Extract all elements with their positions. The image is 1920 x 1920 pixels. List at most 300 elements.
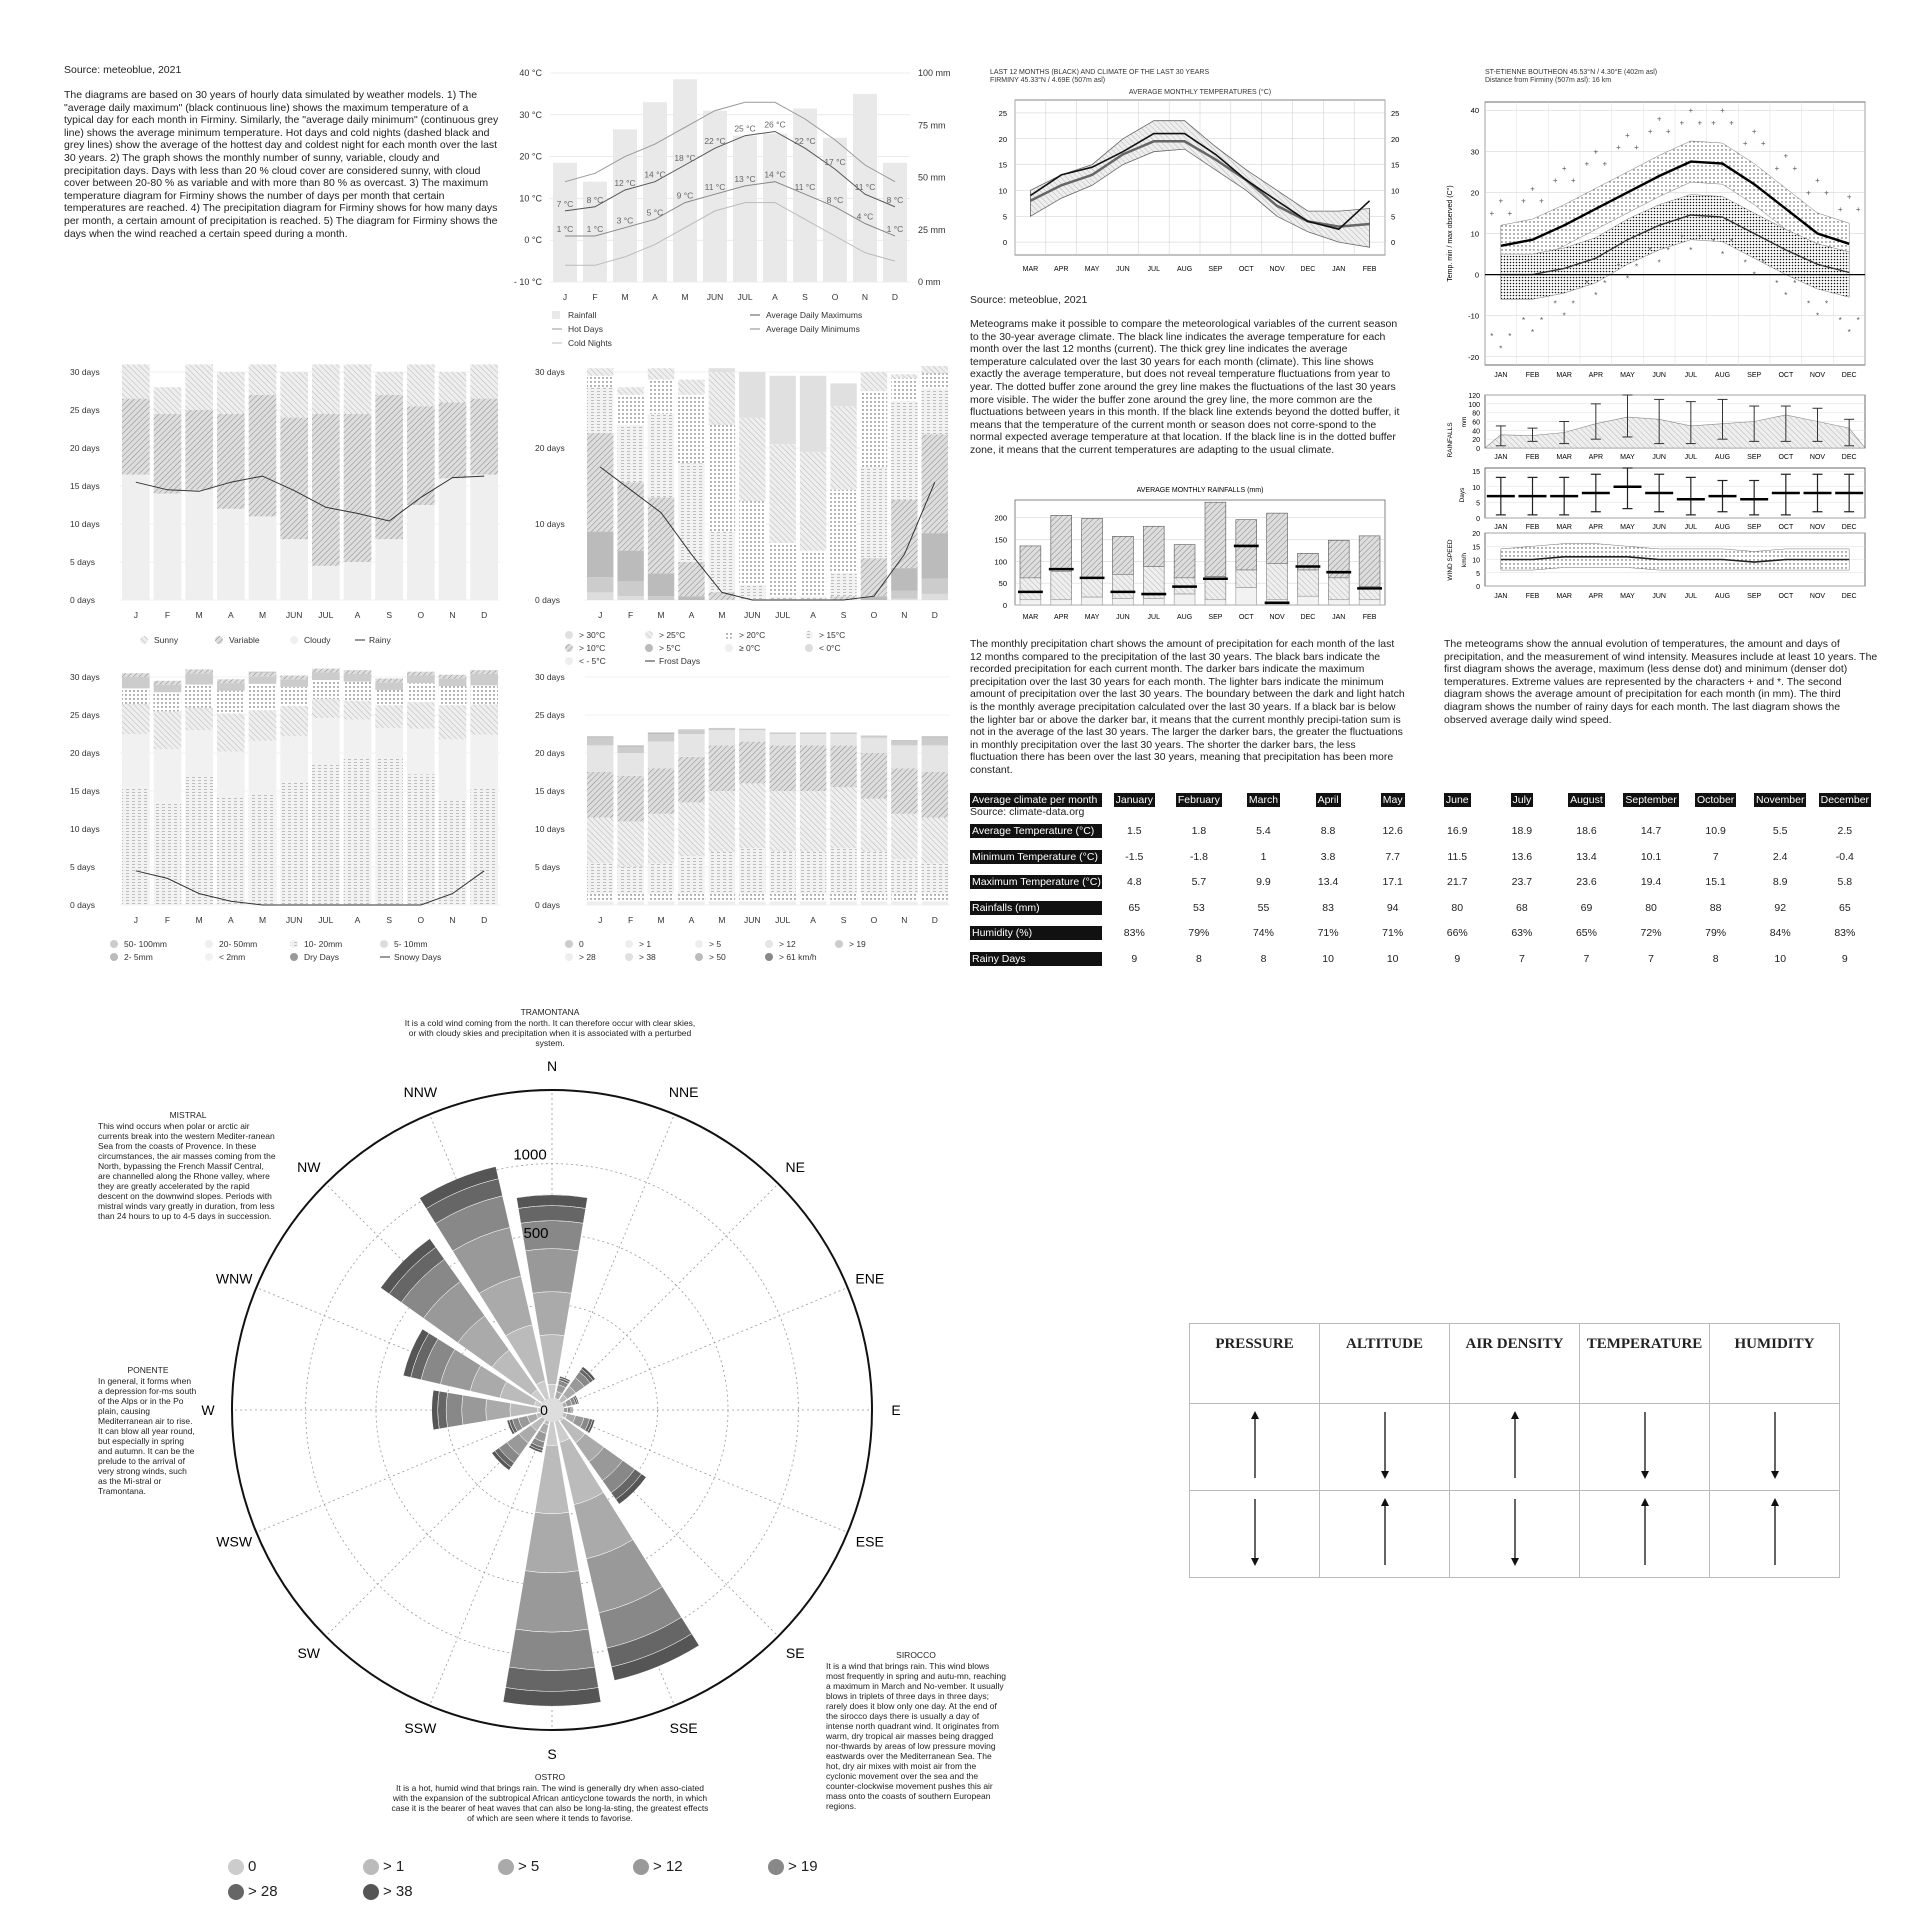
stack-segment bbox=[861, 901, 887, 905]
legend-swatch bbox=[205, 940, 213, 948]
stack-segment bbox=[922, 738, 948, 746]
legend-swatch bbox=[110, 940, 118, 948]
stack-segment bbox=[312, 718, 340, 764]
stack-segment bbox=[617, 867, 643, 894]
direction-label: WSW bbox=[216, 1533, 253, 1550]
y-tick-label: 10 bbox=[1470, 229, 1479, 239]
stack-segment bbox=[800, 791, 826, 852]
stack-segment bbox=[470, 788, 498, 905]
stack-segment bbox=[439, 675, 467, 679]
record-low-marker: * bbox=[1743, 258, 1747, 268]
direction-label: SW bbox=[297, 1645, 321, 1662]
stack-segment bbox=[891, 401, 917, 500]
stack-segment bbox=[617, 482, 643, 550]
stack-segment bbox=[891, 745, 917, 768]
y-tick-label: 5 days bbox=[70, 557, 96, 567]
stack-segment bbox=[407, 505, 435, 600]
x-tick-label: FEB bbox=[1362, 266, 1377, 273]
direction-label: NNE bbox=[668, 1084, 699, 1101]
x-tick-label: AUG bbox=[1176, 266, 1193, 273]
stack-segment bbox=[648, 380, 674, 414]
x-tick-label: MAR bbox=[1022, 266, 1039, 273]
x-tick-label: M bbox=[258, 610, 267, 620]
climate-cell: 2.5 bbox=[1837, 825, 1853, 838]
stack-segment bbox=[154, 692, 182, 711]
stack-segment bbox=[861, 799, 887, 852]
legend-label: Rainy bbox=[369, 635, 391, 645]
y-tick-label: 0 days bbox=[535, 595, 561, 605]
climate-header-label: Average climate per month bbox=[970, 793, 1102, 807]
climate-cell: -1.5 bbox=[1125, 850, 1144, 863]
stack-segment bbox=[891, 768, 917, 814]
rose-legend-label: > 5 bbox=[518, 1858, 540, 1875]
x-tick-label: JUL bbox=[318, 610, 334, 620]
stack-segment bbox=[587, 577, 613, 592]
climate-cell: 15.1 bbox=[1705, 876, 1726, 889]
x-tick-label: D bbox=[931, 915, 938, 925]
avg-bar bbox=[1113, 574, 1134, 598]
x-tick-label: A bbox=[688, 610, 695, 620]
avg-bar bbox=[1020, 578, 1041, 600]
stack-segment bbox=[861, 558, 887, 596]
stack-segment bbox=[407, 683, 435, 702]
stack-segment bbox=[122, 475, 150, 600]
climate-cell: 66% bbox=[1446, 927, 1468, 940]
stack-segment bbox=[709, 791, 735, 852]
legend-label: ≥ 0°C bbox=[739, 643, 761, 653]
rain-paragraph: The monthly precipitation chart shows the amount of precipitation for each month of the last 12 months compared to the precipitation of the last 30 years. The black bars indicate the recorded precipitation for each current month. The darker bars indicate the maximum precipitation over the last 30 years for each month. The lighter bars indicate the minimum amount of precipitation over the last 30 years. The boundary between the dark and light hatch is the monthly average precipitation calculated over the last 30 years. If a black bar is below the lighter bar or above the darker bar, it means that the current monthly precipi-tation sum is not in the average of the last 30 years. The larger the darker bars, the greater the fluctuations in monthly precipitation over the last 30 years. The shorter the darker bars, the less fluctuation there has been over the last 30 years, meaning that precipitation has been more constant. bbox=[970, 638, 1405, 776]
record-low-marker: * bbox=[1680, 233, 1684, 243]
x-tick-label: NOV bbox=[1809, 524, 1826, 531]
legend-swatch bbox=[290, 636, 298, 644]
rose-legend-swatch bbox=[498, 1859, 514, 1875]
stack-segment bbox=[280, 687, 308, 706]
stack-segment bbox=[249, 684, 277, 711]
stack-segment bbox=[344, 364, 372, 413]
y-tick-label: 0 bbox=[1476, 516, 1480, 523]
climate-cell: 18.9 bbox=[1511, 825, 1533, 838]
record-low-marker: * bbox=[1793, 278, 1797, 288]
x-tick-label: S bbox=[802, 292, 808, 302]
legend-label: < 0°C bbox=[819, 643, 841, 653]
climate-cell: 80 bbox=[1645, 901, 1657, 914]
stack-segment bbox=[587, 894, 613, 902]
legend-label: Hot Days bbox=[568, 324, 603, 334]
x-tick-label: APR bbox=[1588, 593, 1604, 600]
stack-segment bbox=[407, 675, 435, 683]
legend-swatch bbox=[565, 657, 573, 665]
x-tick-label: MAR bbox=[1556, 524, 1572, 531]
x-tick-label: A bbox=[227, 610, 234, 620]
climate-month-header: October bbox=[1696, 794, 1735, 806]
stack-segment bbox=[861, 852, 887, 894]
y-tick-label: 0 °C bbox=[524, 235, 542, 246]
stack-segment bbox=[648, 901, 674, 905]
rose-petal-S bbox=[506, 1667, 599, 1691]
climate-cell: 65 bbox=[1128, 901, 1141, 914]
stack-segment bbox=[617, 894, 643, 902]
legend-label: < - 5°C bbox=[579, 656, 606, 666]
stack-segment bbox=[249, 672, 277, 676]
stack-segment bbox=[217, 679, 245, 683]
y-tick-label: - 10 °C bbox=[513, 277, 542, 287]
max-data-label: 8 °C bbox=[586, 194, 604, 205]
rainfall-bar bbox=[883, 163, 907, 282]
stack-segment bbox=[185, 410, 213, 490]
stack-segment bbox=[861, 736, 887, 738]
record-high-marker: + bbox=[1688, 106, 1694, 116]
x-tick-label: FEB bbox=[1362, 614, 1377, 621]
avg-monthly-temperatures-chart bbox=[960, 60, 1410, 285]
stack-segment bbox=[861, 596, 887, 600]
y-axis-label: WIND SPEED bbox=[1447, 539, 1454, 581]
x-tick-label: JUN bbox=[744, 915, 761, 925]
min-data-label: 11 °C bbox=[704, 182, 726, 193]
stack-segment bbox=[709, 425, 735, 531]
direction-label: W bbox=[201, 1402, 215, 1418]
record-low-marker: * bbox=[1571, 299, 1575, 309]
legend-swatch bbox=[552, 311, 560, 319]
x-tick-label: MAY bbox=[1620, 454, 1635, 461]
x-tick-label: JUL bbox=[318, 915, 334, 925]
x-tick-label: N bbox=[901, 915, 908, 925]
x-tick-label: M bbox=[718, 915, 726, 925]
stack-segment bbox=[249, 676, 277, 684]
max-bar bbox=[1143, 526, 1164, 566]
min-bar bbox=[1328, 600, 1349, 605]
wind-rose-chart bbox=[200, 1045, 920, 1780]
x-tick-label: SEP bbox=[1747, 524, 1762, 531]
atmosphere-header: ALTITUDE bbox=[1320, 1324, 1450, 1404]
chart-title: AVERAGE MONTHLY RAINFALLS (mm) bbox=[1136, 487, 1264, 494]
y-tick-label: 20 bbox=[1470, 188, 1479, 198]
x-tick-label: F bbox=[628, 915, 634, 925]
stack-segment bbox=[861, 753, 887, 799]
y-tick-label: 15 days bbox=[70, 481, 100, 491]
legend-label: 20- 50mm bbox=[219, 939, 258, 949]
y-tick-label: 15 bbox=[1391, 160, 1400, 170]
stack-segment bbox=[439, 478, 467, 600]
stack-segment bbox=[185, 364, 213, 410]
climate-cell: -0.4 bbox=[1835, 850, 1854, 863]
x-tick-label: S bbox=[386, 610, 393, 620]
stack-segment bbox=[122, 704, 150, 734]
stack-segment bbox=[470, 685, 498, 704]
x-tick-label: SEP bbox=[1208, 266, 1223, 273]
y-tick-label: 20 bbox=[1472, 437, 1480, 445]
stack-segment bbox=[709, 852, 735, 894]
stack-segment bbox=[280, 679, 308, 687]
direction-label: E bbox=[891, 1402, 901, 1418]
ring-label: 0 bbox=[540, 1402, 548, 1418]
record-high-marker: + bbox=[1837, 204, 1843, 214]
stack-segment bbox=[312, 672, 340, 680]
stack-segment bbox=[312, 566, 340, 600]
stack-segment bbox=[800, 376, 826, 452]
x-tick-label: OCT bbox=[1238, 614, 1254, 621]
x-tick-label: A bbox=[652, 292, 658, 302]
x-tick-label: NOV bbox=[1269, 614, 1285, 621]
stack-segment bbox=[709, 728, 735, 730]
x-tick-label: A bbox=[227, 915, 234, 925]
min-data-label: 11 °C bbox=[794, 182, 816, 193]
stack-segment bbox=[375, 690, 403, 705]
climate-cell: 71% bbox=[1382, 927, 1404, 940]
chart-title: AVERAGE MONTHLY TEMPERATURES (°C) bbox=[1128, 89, 1272, 96]
record-low-marker: * bbox=[1508, 332, 1512, 342]
stack-segment bbox=[800, 452, 826, 551]
legend-label: > 20°C bbox=[739, 630, 766, 640]
min-bar bbox=[1298, 596, 1319, 605]
stack-segment bbox=[217, 751, 245, 797]
x-tick-label: JUL bbox=[775, 915, 791, 925]
stack-segment bbox=[800, 732, 826, 734]
record-low-marker: * bbox=[1711, 237, 1716, 247]
min-data-label: 4 °C bbox=[856, 211, 874, 222]
legend-swatch bbox=[565, 644, 573, 652]
x-tick-label: DEC bbox=[1841, 454, 1857, 461]
legend-swatch bbox=[625, 940, 633, 948]
x-tick-label: JUN bbox=[285, 915, 303, 925]
y2-tick-label: 25 mm bbox=[918, 224, 946, 235]
wind-band bbox=[1501, 544, 1849, 571]
stack-segment bbox=[648, 414, 674, 498]
st-etienne-temperature-chart bbox=[1440, 60, 1875, 390]
record-low-marker: * bbox=[1775, 278, 1779, 288]
climate-cell: 21.7 bbox=[1447, 876, 1468, 889]
y-tick-label: 0 bbox=[1476, 446, 1480, 453]
ring-label: 500 bbox=[523, 1225, 549, 1242]
climate-month-header: June bbox=[1445, 794, 1469, 806]
stack-segment bbox=[861, 738, 887, 753]
max-bar bbox=[1020, 546, 1041, 578]
arrow-down-icon bbox=[1509, 1497, 1521, 1567]
x-tick-label: AUG bbox=[1176, 614, 1193, 621]
rose-legend-label: > 1 bbox=[383, 1858, 405, 1875]
record-low-marker: * bbox=[1666, 245, 1670, 255]
climate-cell: 8.9 bbox=[1772, 876, 1788, 889]
x-tick-label: JAN bbox=[1332, 266, 1346, 273]
stack-segment bbox=[122, 677, 150, 688]
legend-label: Dry Days bbox=[304, 952, 339, 962]
wind-speed-days-chart bbox=[525, 665, 970, 965]
x-tick-label: JAN bbox=[1332, 614, 1346, 621]
max-data-label: 14 °C bbox=[644, 169, 666, 180]
x-tick-label: A bbox=[688, 915, 695, 925]
rose-legend-swatch bbox=[228, 1859, 244, 1875]
x-tick-label: JAN bbox=[1494, 454, 1508, 461]
record-high-marker: + bbox=[1625, 130, 1630, 140]
arrow-down-icon bbox=[1249, 1497, 1261, 1567]
x-tick-label: DEC bbox=[1300, 266, 1316, 273]
stack-segment bbox=[891, 374, 917, 378]
y-tick-label: 20 days bbox=[535, 443, 565, 453]
stack-segment bbox=[344, 720, 372, 758]
rose-legend-swatch bbox=[768, 1859, 784, 1875]
stack-segment bbox=[439, 402, 467, 478]
rose-legend-item bbox=[498, 1858, 539, 1875]
record-low-marker: * bbox=[1856, 315, 1860, 325]
x-tick-label: NOV bbox=[1809, 454, 1826, 461]
legend-label: Cold Nights bbox=[568, 338, 612, 348]
stack-segment bbox=[648, 742, 674, 769]
stack-segment bbox=[891, 740, 917, 741]
stack-segment bbox=[217, 713, 245, 751]
arrow-up-icon bbox=[1249, 1410, 1261, 1480]
stack-segment bbox=[648, 573, 674, 596]
min-data-label: 9 °C bbox=[676, 190, 694, 201]
stack-segment bbox=[648, 894, 674, 902]
chart-header: ST-ETIENNE BOUTHEON 45.53°N / 4.30°E (402m asl) bbox=[1485, 69, 1658, 76]
y-axis-unit: mm bbox=[1461, 416, 1468, 428]
stack-segment bbox=[922, 901, 948, 905]
legend-swatch bbox=[725, 644, 733, 652]
atmosphere-table bbox=[1189, 1323, 1840, 1578]
x-tick-label: MAR bbox=[1556, 593, 1572, 600]
legend-swatch bbox=[565, 953, 573, 961]
record-low-marker: * bbox=[1689, 245, 1693, 255]
y-tick-label: 0 days bbox=[70, 595, 96, 605]
record-high-marker: + bbox=[1507, 208, 1513, 218]
max-bar bbox=[1051, 515, 1072, 571]
stack-segment bbox=[678, 596, 704, 600]
x-tick-label: N bbox=[861, 292, 869, 302]
rose-legend-label: > 12 bbox=[653, 1858, 683, 1875]
climate-month-header: May bbox=[1382, 794, 1403, 806]
record-low-marker: * bbox=[1562, 311, 1566, 321]
y-tick-label: 80 bbox=[1472, 410, 1480, 418]
record-high-marker: + bbox=[1530, 184, 1535, 194]
max-bar bbox=[1205, 502, 1226, 576]
stack-segment bbox=[587, 433, 613, 532]
chart-header: Distance from Firminy (507m asl): 16 km bbox=[1485, 77, 1612, 84]
legend-swatch bbox=[290, 940, 298, 948]
rose-petal-W bbox=[486, 1399, 511, 1421]
x-tick-label: JUN bbox=[706, 292, 724, 302]
legend-label: > 15°C bbox=[819, 630, 846, 640]
stack-segment bbox=[739, 894, 765, 902]
x-tick-label: J bbox=[598, 610, 603, 620]
legend-swatch bbox=[805, 631, 813, 639]
sky-days-chart bbox=[60, 360, 520, 660]
stack-segment bbox=[617, 753, 643, 776]
stack-segment bbox=[122, 673, 150, 677]
stack-segment bbox=[249, 794, 277, 905]
y-tick-label: 5 days bbox=[70, 862, 96, 872]
rainfall-bar bbox=[733, 136, 757, 282]
max-data-label: 12 °C bbox=[614, 178, 636, 189]
stack-segment bbox=[891, 741, 917, 746]
x-tick-label: MAR bbox=[1556, 372, 1572, 379]
ring-label: 1000 bbox=[513, 1146, 547, 1164]
x-tick-label: M bbox=[621, 292, 629, 302]
record-high-marker: + bbox=[1593, 147, 1599, 157]
max-data-label: 22 °C bbox=[794, 136, 816, 147]
chart-header: LAST 12 MONTHS (BLACK) AND CLIMATE OF THE LAST 30 YEARS bbox=[990, 69, 1210, 76]
record-high-marker: + bbox=[1855, 204, 1861, 214]
legend-swatch bbox=[725, 631, 733, 639]
rose-legend-swatch bbox=[633, 1859, 649, 1875]
stack-segment bbox=[617, 745, 643, 747]
legend-swatch bbox=[565, 940, 573, 948]
st-etienne-rainfall-chart bbox=[1440, 390, 1875, 540]
climate-table bbox=[970, 793, 1877, 972]
legend-label: 5- 10mm bbox=[394, 939, 428, 949]
legend-label: 0 bbox=[579, 939, 584, 949]
y-tick-label: 40 °C bbox=[519, 68, 542, 78]
direction-label: ESE bbox=[855, 1533, 884, 1550]
climate-cell: 9 bbox=[1841, 952, 1848, 965]
stack-segment bbox=[280, 706, 308, 736]
min-bar bbox=[1359, 600, 1380, 605]
stack-segment bbox=[739, 730, 765, 741]
stack-segment bbox=[678, 395, 704, 463]
x-tick-label: O bbox=[417, 915, 425, 925]
atmosphere-header: HUMIDITY bbox=[1710, 1324, 1840, 1404]
stack-segment bbox=[185, 669, 213, 673]
stack-segment bbox=[922, 389, 948, 435]
x-tick-label: JUN bbox=[1652, 593, 1666, 600]
rose-legend-item bbox=[633, 1858, 683, 1875]
x-tick-label: JUN bbox=[744, 610, 761, 620]
stack-segment bbox=[154, 387, 182, 414]
climate-cell: 9 bbox=[1131, 952, 1138, 965]
climate-month-header: July bbox=[1512, 794, 1532, 806]
y-tick-label: 15 bbox=[1472, 544, 1480, 552]
x-tick-label: SEP bbox=[1208, 614, 1223, 621]
x-tick-label: A bbox=[354, 915, 361, 925]
climate-month-header: February bbox=[1177, 794, 1220, 806]
stack-segment bbox=[739, 729, 765, 731]
x-tick-label: JUL bbox=[737, 292, 753, 302]
min-bar bbox=[1236, 588, 1257, 606]
stack-segment bbox=[185, 730, 213, 776]
stack-segment bbox=[739, 783, 765, 848]
stack-segment bbox=[709, 894, 735, 902]
x-tick-label: N bbox=[449, 915, 456, 925]
climate-row bbox=[970, 844, 1877, 870]
stack-segment bbox=[617, 821, 643, 867]
x-tick-label: J bbox=[133, 610, 138, 620]
stack-segment bbox=[922, 772, 948, 818]
avg-bar bbox=[1051, 571, 1072, 599]
x-tick-label: D bbox=[891, 292, 899, 302]
record-high-marker: + bbox=[1774, 163, 1780, 173]
stack-segment bbox=[185, 490, 213, 600]
climate-cell: 79% bbox=[1188, 927, 1210, 940]
direction-label: SSE bbox=[669, 1719, 698, 1736]
stack-segment bbox=[922, 533, 948, 579]
min-data-label: 8 °C bbox=[826, 194, 844, 205]
stack-segment bbox=[800, 745, 826, 791]
y-axis-label: Temp. min / max observed (C°) bbox=[1447, 185, 1454, 282]
stack-segment bbox=[709, 730, 735, 745]
y-tick-label: 15 days bbox=[535, 786, 565, 796]
stack-segment bbox=[587, 368, 613, 376]
x-tick-label: JUN bbox=[1652, 454, 1666, 461]
x-tick-label: DEC bbox=[1841, 372, 1857, 379]
record-high-marker: + bbox=[1552, 176, 1558, 186]
x-tick-label: MAY bbox=[1620, 372, 1635, 379]
stack-segment bbox=[154, 681, 182, 685]
stack-segment bbox=[648, 732, 674, 734]
legend-swatch bbox=[110, 953, 118, 961]
record-low-marker: * bbox=[1847, 328, 1851, 338]
avg-bar bbox=[1298, 570, 1319, 596]
record-high-marker: + bbox=[1792, 163, 1798, 173]
stack-segment bbox=[648, 596, 674, 600]
climate-row bbox=[970, 870, 1877, 896]
